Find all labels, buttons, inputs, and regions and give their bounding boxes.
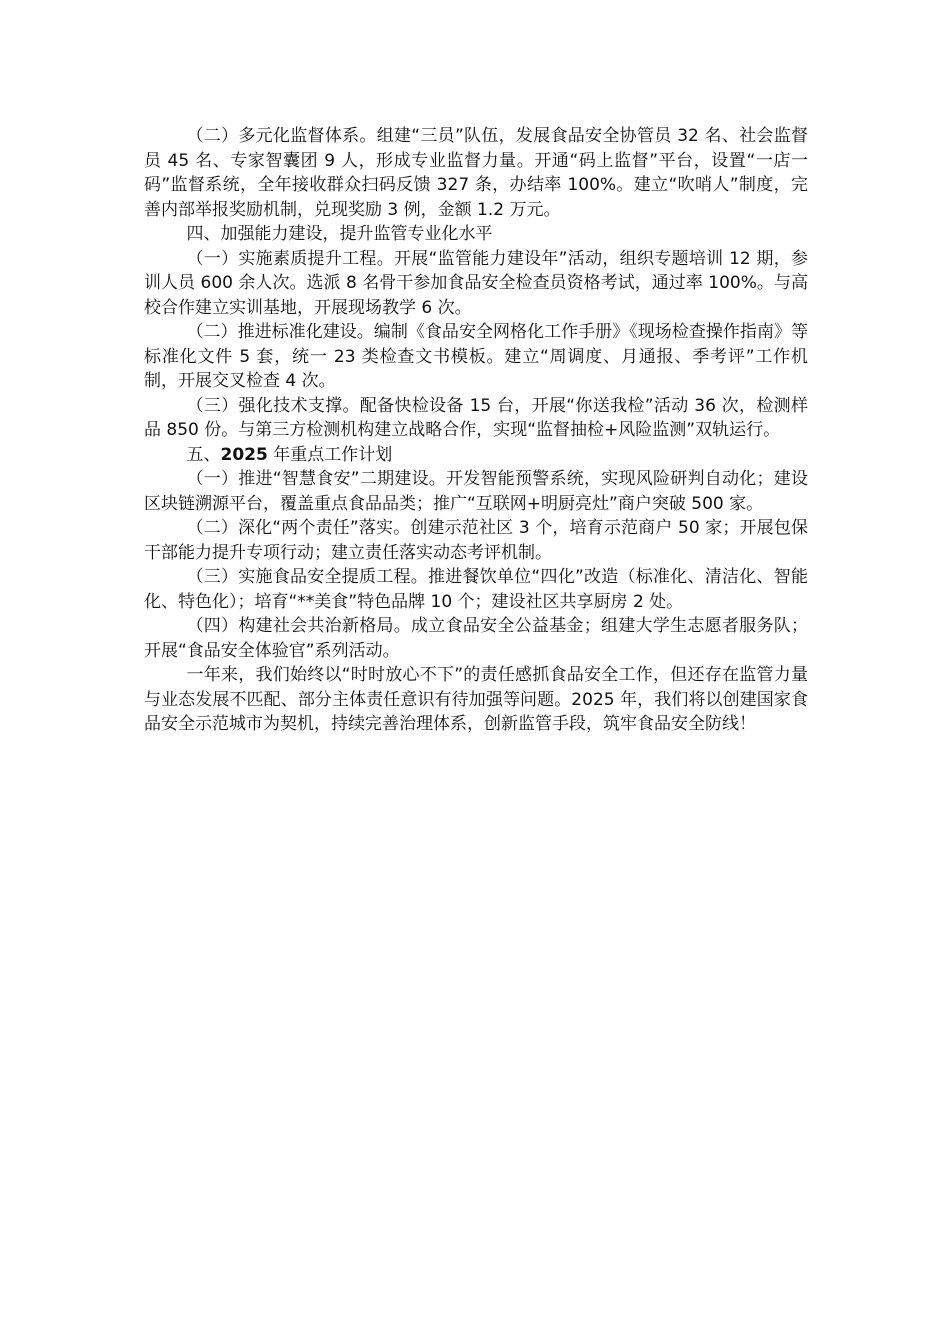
paragraph-two-responsibilities: （二）深化“两个责任”落实。创建示范社区 3 个，培育示范商户 50 家；开展包保干部能力提升专项行动；建立责任落实动态考评机制。 [144,518,808,563]
paragraph-multi-supervision: （二）多元化监督体系。组建“三员”队伍，发展食品安全协管员 32 名、社会监督员 45 名、专家智囊团 9 人，形成专业监督力量。开通“码上监督”平台，设置“一店一码”监督系统，全年接收群众扫码反馈 327 条，办结率 100%。建立“吹哨人”制度，完善内部举报奖励机制，兑现奖励 3 例，金额 1.2 万元。 [144,126,808,220]
heading-prefix: 五、 [186,444,221,465]
section-heading-capacity: 四、加强能力建设，提升监管专业化水平 [186,224,493,244]
paragraph-tech-support: （三）强化技术支撑。配备快检设备 15 台，开展“你送我检”活动 36 次，检测样品 850 份。与第三方检测机构建立战略合作，实现“监督抽检+风险监测”双轨运行。 [144,395,808,440]
paragraph-quality-project: （三）实施食品安全提质工程。推进餐饮单位“四化”改造（标准化、清洁化、智能化、特色化）；培育“**美食”特色品牌 10 个；建设社区共享厨房 2 处。 [144,567,808,612]
paragraph-conclusion: 一年来，我们始终以“时时放心不下”的责任感抓食品安全工作，但还存在监管力量与业态发展不匹配、部分主体责任意识有待加强等问题。2025 年，我们将以创建国家食品安全示范城市为契机，持续完善治理体系，创新监管手段，筑牢食品安全防线！ [144,665,808,734]
heading-suffix: 年重点工作计划 [267,444,393,465]
document-page [144,124,808,737]
paragraph-co-governance: （四）构建社会共治新格局。成立食品安全公益基金；组建大学生志愿者服务队；开展“食品安全体验官”系列活动。 [144,616,808,661]
paragraph-standardization: （二）推进标准化建设。编制《食品安全网格化工作手册》《现场检查操作指南》等标准化文件 5 套，统一 23 类检查文书模板。建立“周调度、月通报、季考评”工作机制，开展交叉检查 4 次。 [144,322,808,391]
paragraph-smart-food-safety: （一）推进“智慧食安”二期建设。开发智能预警系统，实现风险研判自动化；建设区块链溯源平台，覆盖重点食品品类；推广“互联网+明厨亮灶”商户突破 500 家。 [144,469,808,514]
section-heading-2025-plan [144,443,808,468]
heading-year: 2025 [220,444,268,465]
paragraph-quality-improvement: （一）实施素质提升工程。开展“监管能力建设年”活动，组织专题培训 12 期，参训人员 600 余人次。选派 8 名骨干参加食品安全检查员资格考试，通过率 100%。与高校合作建立实训基地，开展现场教学 6 次。 [144,248,808,318]
